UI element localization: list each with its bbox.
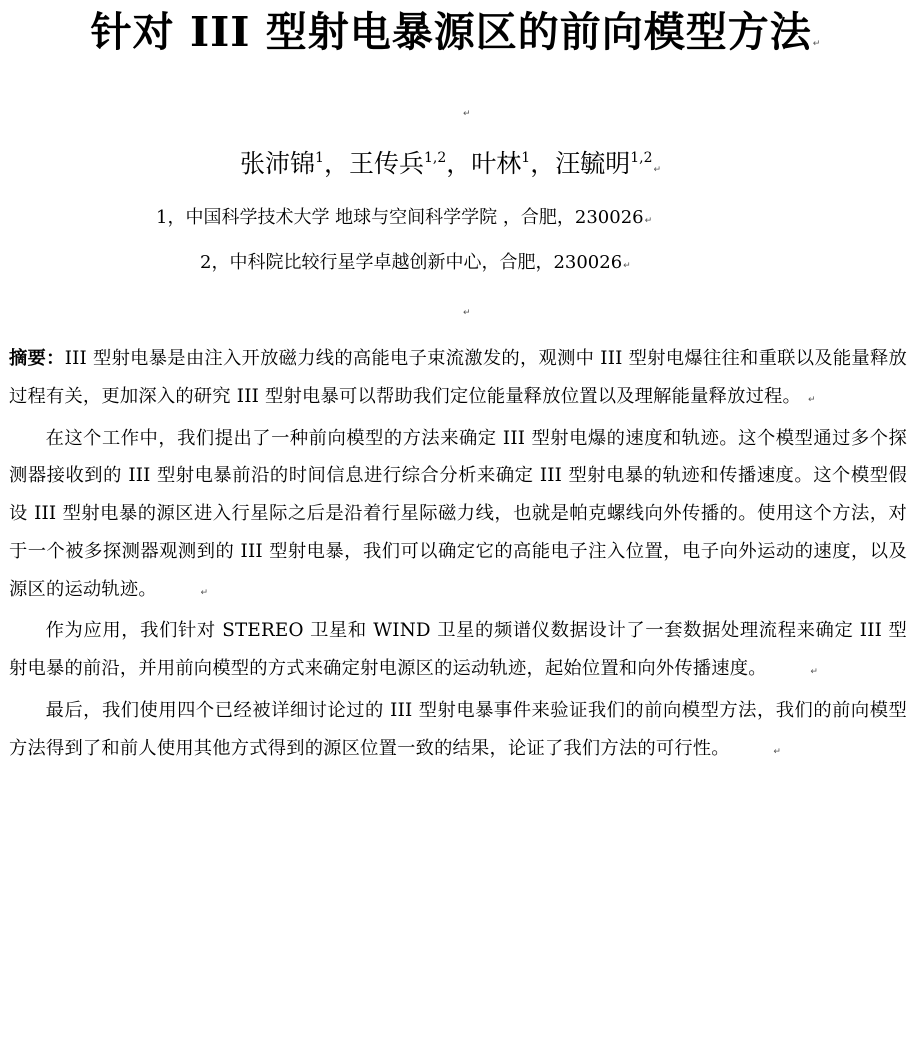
paragraph-mark-icon: ↵ <box>810 667 819 677</box>
author-affiliation-number: 1 <box>315 150 324 166</box>
author-name: 汪毓明 <box>555 149 631 178</box>
abstract-label: 摘要： <box>9 348 65 369</box>
author-list <box>240 146 661 188</box>
paragraph-mark-icon: ↵ <box>463 308 471 318</box>
abstract-text: 作为应用，我们针对 STEREO 卫星和 WIND 卫星的频谱仪数据设计了一套数据处理流程来确定 III 型射电暴的前沿，并用前向模型的方式来确定射电源区的运动轨迹，起始位置和向外传播速度。 <box>9 620 907 679</box>
abstract-text: III 型射电暴是由注入开放磁力线的高能电子束流激发的，观测中 III 型射电爆往往和重联以及能量释放过程有关，更加深入的研究 III 型射电暴可以帮助我们定位能量释放位置以及理解能量释放过程。 <box>9 348 907 407</box>
paragraph-mark-icon: ↵ <box>653 165 662 175</box>
author-separator: ， <box>323 149 349 178</box>
paragraph-mark-icon: ↵ <box>644 216 653 226</box>
author-affiliation-number: 1,2 <box>630 150 653 166</box>
author-name: 王传兵 <box>348 149 424 178</box>
affiliation-line <box>156 205 652 234</box>
author-affiliation-number: 1 <box>521 150 531 166</box>
author-separator: ， <box>446 149 472 178</box>
author-name: 张沛锦 <box>240 149 316 178</box>
paragraph-mark-icon: ↵ <box>773 746 782 757</box>
paper-title <box>0 2 912 74</box>
affiliation-text: 1，中国科学技术大学 地球与空间科学学院 ，合肥，230026 <box>156 207 644 228</box>
paragraph-mark-icon: ↵ <box>200 587 209 598</box>
abstract-paragraph <box>9 692 907 772</box>
paragraph-mark-icon: ↵ <box>808 394 816 405</box>
abstract <box>9 340 907 771</box>
author-affiliation-number: 1,2 <box>423 150 447 166</box>
author-name: 叶林 <box>471 149 522 178</box>
title-text: 针对 III 型射电暴源区的前向模型方法 <box>90 8 812 56</box>
paragraph-mark-icon: ↵ <box>623 261 631 271</box>
abstract-paragraph <box>9 340 907 420</box>
author-separator: ， <box>530 149 556 178</box>
abstract-paragraph <box>9 612 907 692</box>
abstract-text: 在这个工作中，我们提出了一种前向模型的方法来确定 III 型射电爆的速度和轨迹。这个模型通过多个探测器接收到的 III 型射电暴前沿的时间信息进行综合分析来确定 III 型射电暴的轨迹和传播速度。这个模型假设 III 型射电暴的源区进入行星际之后是沿着行星际磁力线，也就是帕克螺线向外传播的。使用这个方法，对于一个被多探测器观测到的 III 型射电暴，我们可以确定它的高能电子注入位置，电子向外运动的速度，以及源区的运动轨迹。 <box>9 427 907 600</box>
abstract-text: 最后，我们使用四个已经被详细讨论过的 III 型射电暴事件来验证我们的前向模型方法，我们的前向模型方法得到了和前人使用其他方式得到的源区位置一致的结果，论证了我们方法的可行性。 <box>9 699 907 759</box>
paragraph-mark-icon: ↵ <box>463 109 471 119</box>
affiliation-text: 2，中科院比较行星学卓越创新中心，合肥，230026 <box>200 252 623 273</box>
abstract-paragraph <box>9 420 907 613</box>
affiliation-line <box>200 250 631 279</box>
paragraph-mark-icon: ↵ <box>812 39 822 49</box>
